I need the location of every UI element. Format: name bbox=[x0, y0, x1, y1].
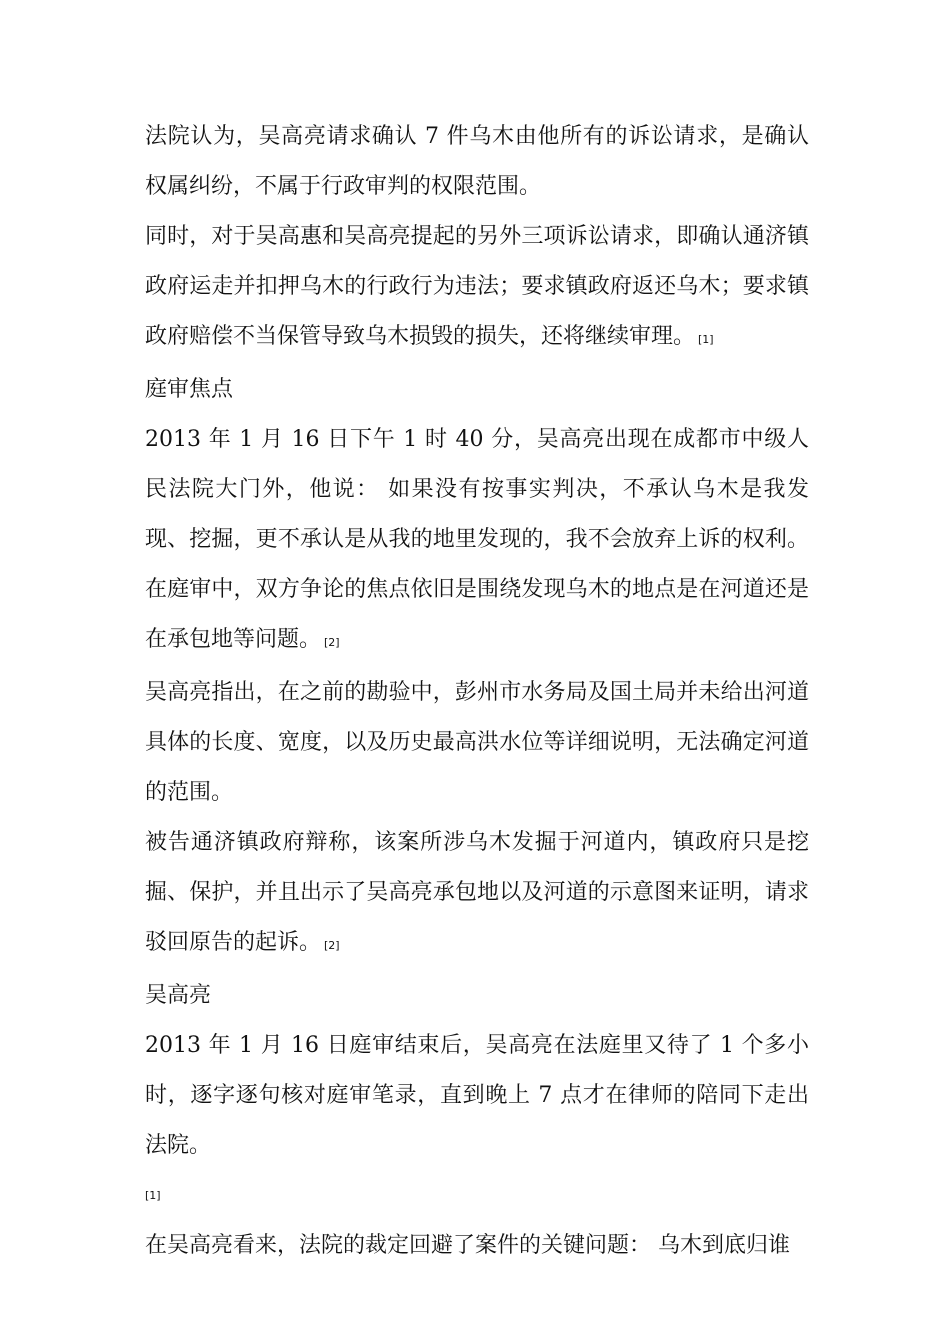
citation-ref[interactable]: [1] bbox=[698, 333, 714, 346]
paragraph-court-ruling: 法院认为，吴高亮请求确认 7 件乌木由他所有的诉讼请求，是确认权属纠纷，不属于行政审判的权限范围。 bbox=[145, 124, 809, 199]
citation-ref[interactable]: [2] bbox=[324, 636, 340, 649]
document-body bbox=[145, 112, 809, 1271]
paragraph-other-claims: 同时，对于吴高惠和吴高亮提起的另外三项诉讼请求，即确认通济镇政府运走并扣押乌木的行政行为违法；要求镇政府返还乌木；要求镇政府赔偿不当保管导致乌木损毁的损失，还将继续审理。 [1] bbox=[145, 224, 809, 349]
section-heading-trial-focus: 庭审焦点 bbox=[145, 377, 234, 402]
section-heading-wu-gaoliang: 吴高亮 bbox=[145, 983, 212, 1008]
citation-ref[interactable]: [2] bbox=[324, 939, 340, 952]
paragraph-trial-day: 2013 年 1 月 16 日下午 1 时 40 分，吴高亮出现在成都市中级人民法院大门外，他说： 如果没有按事实判决，不承认乌木是我发现、挖掘，更不承认是从我的地里发现的，我不会放弃上诉的权利。 在庭审中，双方争论的焦点依旧是围绕发现乌木的地点是在河道还是在承包地等问题。 [2] bbox=[145, 427, 809, 652]
paragraph-river-survey: 吴高亮指出，在之前的勘验中，彭州市水务局及国土局并未给出河道具体的长度、宽度，以及历史最高洪水位等详细说明，无法确定河道的范围。 bbox=[145, 680, 809, 805]
paragraph-after-trial: 2013 年 1 月 16 日庭审结束后，吴高亮在法庭里又待了 1 个多小时，逐字逐句核对庭审笔录，直到晚上 7 点才在律师的陪同下走出法院。 bbox=[145, 1033, 809, 1158]
paragraph-key-issue: 在吴高亮看来，法院的裁定回避了案件的关键问题： 乌木到底归谁 bbox=[145, 1233, 790, 1258]
paragraph-defendant-argument: 被告通济镇政府辩称，该案所涉乌木发掘于河道内，镇政府只是挖掘、保护，并且出示了吴高亮承包地以及河道的示意图来证明，请求驳回原告的起诉。 [2] bbox=[145, 830, 809, 955]
citation-ref[interactable]: [1] bbox=[145, 1189, 161, 1202]
